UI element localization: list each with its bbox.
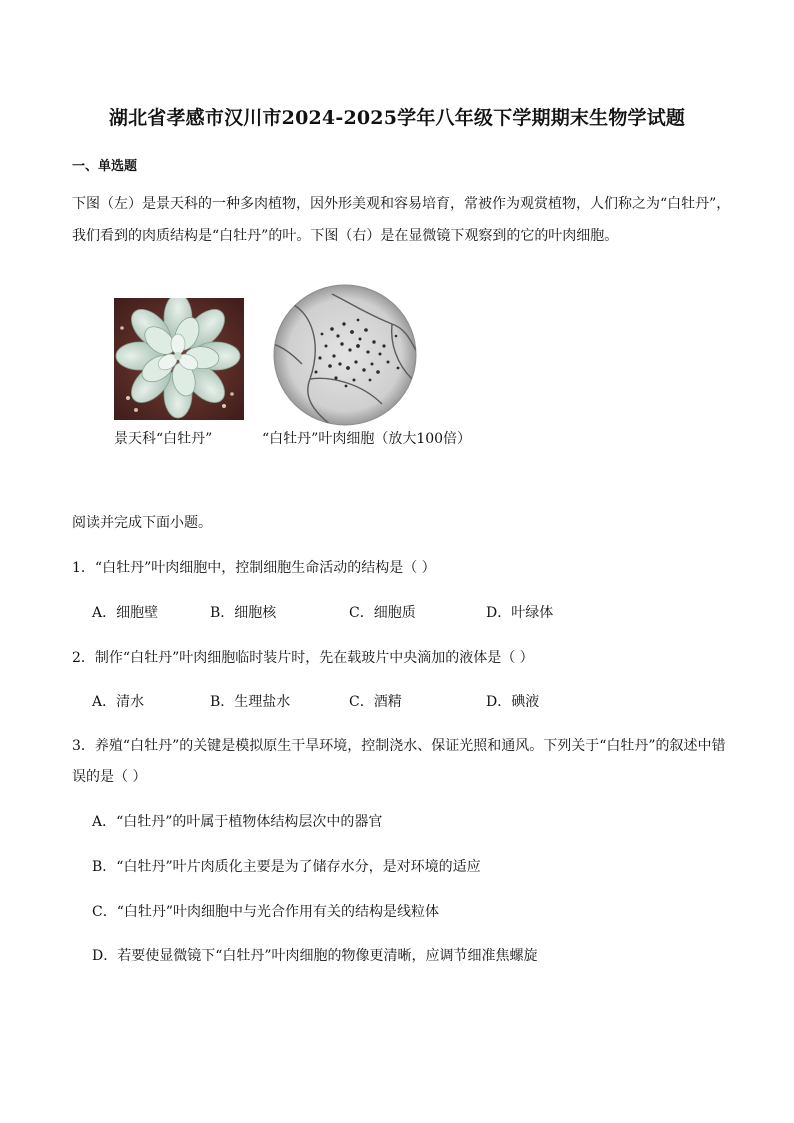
figure-left-caption: 景天科“白牡丹” [114, 431, 213, 447]
q1-option-a[interactable]: A．细胞壁 [92, 605, 159, 621]
q2-option-d[interactable]: D．碘液 [486, 694, 540, 710]
q3-option-c[interactable]: C．“白牡丹”叶肉细胞中与光合作用有关的结构是线粒体 [92, 904, 440, 920]
question-1-options [92, 602, 692, 622]
q3-option-d[interactable]: D．若要使显微镜下“白牡丹”叶肉细胞的物像更清晰，应调节细准焦螺旋 [92, 948, 538, 964]
q2-option-a[interactable]: A．清水 [92, 694, 145, 710]
question-2-options [92, 691, 692, 711]
reading-instruction: 阅读并完成下面小题。 [72, 515, 212, 531]
figure-right-caption: “白牡丹”叶肉细胞（放大100倍） [262, 431, 472, 447]
question-3-stem-line-1: 3．养殖“白牡丹”的关键是模拟原生干旱环境，控制浇水、保证光照和通风。下列关于“白牡丹”的叙述中错 [72, 738, 726, 754]
question-2-stem: 2．制作“白牡丹”叶肉细胞临时装片时，先在载玻片中央滴加的液体是（ ） [72, 650, 534, 666]
question-3-stem-line-2: 误的是（ ） [72, 769, 147, 785]
q3-option-b[interactable]: B．“白牡丹”叶片肉质化主要是为了储存水分，是对环境的适应 [92, 859, 481, 875]
exam-title: 湖北省孝感市汉川市2024-2025学年八年级下学期期末生物学试题 [108, 107, 686, 129]
q1-option-b[interactable]: B．细胞核 [210, 605, 277, 621]
q3-option-a[interactable]: A．“白牡丹”的叶属于植物体结构层次中的器官 [92, 814, 383, 830]
intro-line-2: 我们看到的肉质结构是“白牡丹”的叶。下图（右）是在显微镜下观察到的它的叶肉细胞。 [72, 228, 619, 244]
figure [112, 296, 532, 456]
q2-option-b[interactable]: B．生理盐水 [210, 694, 291, 710]
q2-option-c[interactable]: C．酒精 [349, 694, 402, 710]
intro-line-1: 下图（左）是景天科的一种多肉植物，因外形美观和容易培育，常被作为观赏植物，人们称之为“白牡丹”， [72, 196, 731, 212]
micrograph-photo [272, 284, 418, 426]
section-heading: 一、单选题 [72, 159, 138, 174]
intro-paragraph [72, 188, 740, 252]
succulent-photo [114, 298, 244, 420]
question-1-stem: 1．“白牡丹”叶肉细胞中，控制细胞生命活动的结构是（ ） [72, 560, 436, 576]
q1-option-c[interactable]: C．细胞质 [349, 605, 416, 621]
q1-option-d[interactable]: D．叶绿体 [486, 605, 554, 621]
